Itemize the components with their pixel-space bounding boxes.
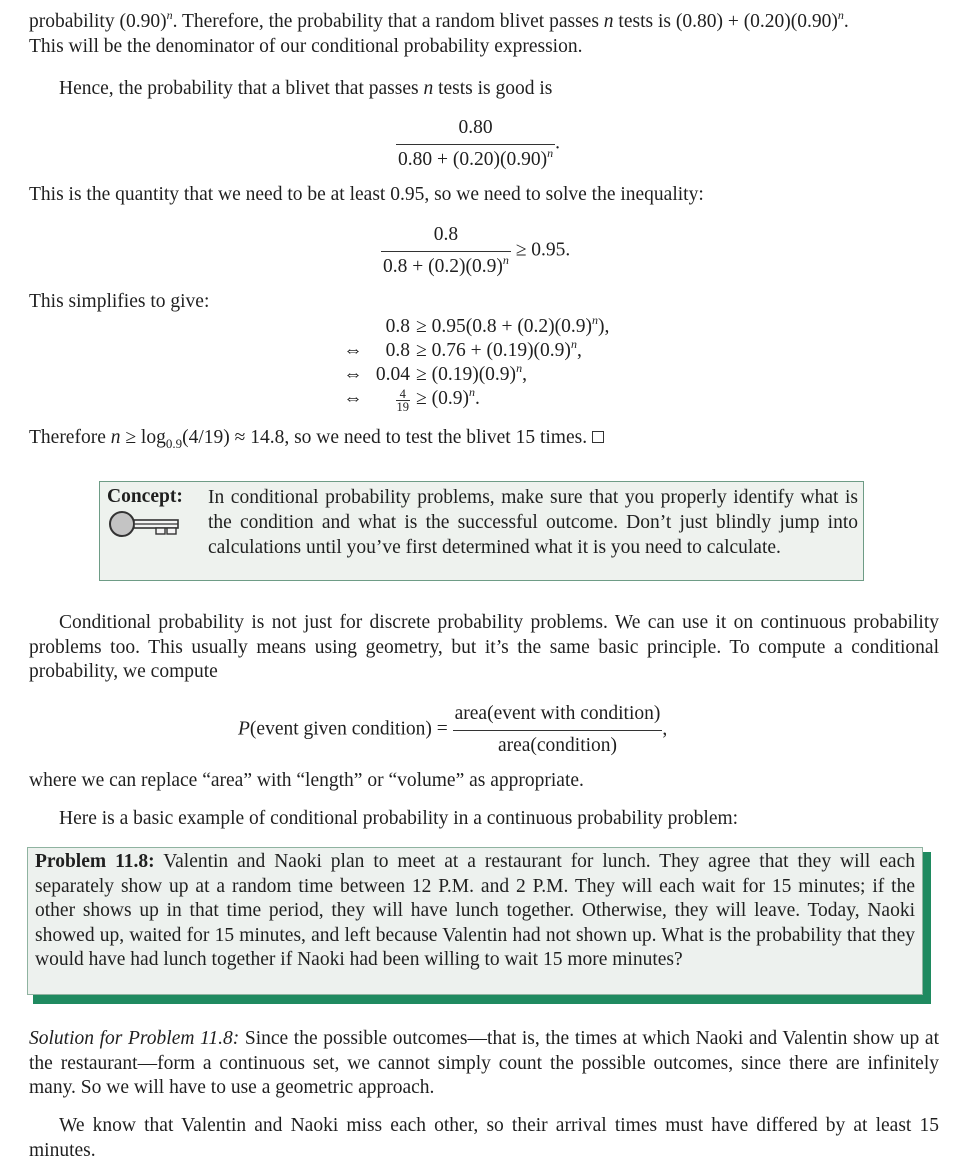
exponent-n: n [516,361,523,375]
iff-icon: ⇔ [343,388,363,409]
exponent-n: n [166,8,173,22]
fraction [396,116,555,172]
text-run: 0.80 + (0.20)(0.90) [398,148,548,170]
paragraph-inequality-intro: This is the quantity that we need to be at least 0.95, so we need to solve the inequality: [29,184,704,205]
text-run: This will be the denominator of our conditional probability expression. [29,35,583,57]
derivation-rhs [416,387,480,411]
text-run: . Therefore, the probability that a random blivet passes [172,11,604,32]
iff-icon: ⇔ [343,364,363,385]
text-run: 0.8 + (0.2)(0.9) [383,255,503,277]
text-run: Hence, the probability that a blivet that passes [59,78,424,99]
fraction-numerator: 0.8 [381,223,511,252]
inequality-rhs: ≥ 0.95. [515,239,571,261]
paragraph-replace-area: where we can replace “area” with “length” or “volume” as appropriate. [29,770,584,791]
comma: , [662,718,668,740]
text-run: ≥ 0.76 + (0.19)(0.9) [416,340,571,361]
problem-text: Valentin and Naoki plan to meet at a restaurant for lunch. They agree that they will each separately show up at a random time between 12 P.M. and 2 P.M. They will each wait for 15 minutes; if the other shows up in that time period, they will have lunch together. Otherwise, they will leave. Today, Naoki showed up, waited for 15 minutes, and left because Valentin had not shown up. What is the probability that they would have had lunch together if Naoki had been willing to wait 15 more minutes? [35,851,915,971]
fraction [453,702,663,758]
solution-label: Solution for Problem 11.8: [29,1028,240,1049]
fraction-4-over-19 [396,388,411,413]
exponent-n: n [837,8,844,22]
problem-label: Problem 11.8: [35,851,155,872]
text-run: ≥ 0.95(0.8 + (0.2)(0.9) [416,316,593,337]
exponent-n: n [502,252,509,267]
derivation-lhs [330,387,410,413]
problem-box [27,847,923,995]
derivation-block [330,313,730,414]
equation-inequality [381,223,570,279]
variable-n: n [110,427,121,448]
text-run: ≥ (0.9) [416,388,469,409]
derivation-row [330,363,730,387]
text-run: , [522,364,527,385]
exponent-n: n [570,337,577,351]
equation-good-blivet-probability [396,116,560,172]
text-run: , [576,340,582,361]
paragraph-basic-example: Here is a basic example of conditional probability in a continuous probability problem: [59,808,739,829]
equation-area-ratio [238,702,667,758]
paragraph-hence [29,77,939,102]
variable-n: n [423,78,434,99]
derivation-lhs: 0.04 [375,364,410,385]
fraction-denominator [381,252,511,280]
fraction [381,223,511,279]
fraction-denominator [396,145,555,173]
text-run: ≥ log [120,427,166,448]
derivation-row [330,339,730,363]
text-run: tests is (0.80) + (0.20)(0.90) [613,11,838,32]
derivation-rhs [416,363,527,387]
paragraph-probability-denominator [29,10,939,59]
qed-square-icon [592,431,604,443]
derivation-lhs: 0.8 [385,316,410,337]
fraction-numerator: 0.80 [396,116,555,145]
period: . [555,132,560,154]
paragraph-conclusion [29,426,939,451]
fraction-denominator: area(condition) [497,734,618,756]
derivation-rhs [416,315,609,339]
variable-p: P [238,718,250,740]
exponent-n: n [547,145,554,160]
derivation-lhs: 0.8 [385,340,410,361]
paragraph-solution [29,1027,939,1101]
derivation-row [330,385,730,414]
exponent-n: n [468,385,475,399]
equation-lhs: (event given condition) = [249,718,448,740]
text-run: Therefore [29,427,111,448]
variable-n: n [603,11,614,32]
key-icon [108,510,182,540]
iff-icon: ⇔ [343,340,363,361]
concept-label: Concept: [107,486,183,507]
text-run: ≥ (0.19)(0.9) [416,364,517,385]
fraction-numerator: 4 [396,388,411,401]
text-run: ), [598,316,610,337]
text-run: . [474,388,480,409]
paragraph-simplifies: This simplifies to give: [29,291,210,312]
solution-text: Since the possible outcomes—that is, the times at which Naoki and Valentin show up at the restaurant—form a continuous set, we cannot simply count the possible outcomes, since there are infinitely many. So we will have to use a geometric approach. [29,1028,939,1098]
derivation-row [330,315,730,339]
problem-content [35,850,915,973]
fraction-numerator: area(event with condition) [453,702,663,731]
text-run: probability (0.90) [29,11,167,32]
text-run: (4/19) ≈ 14.8, so we need to test the blivet 15 times. [182,427,588,448]
derivation-rhs [416,339,582,363]
concept-box [99,481,864,581]
concept-text: In conditional probability problems, make sure that you properly identify what is the condition and what is the successful outcome. Don’t just blindly jump into calculations until you’ve first determined what it is you need to calculate. [208,487,858,558]
paragraph-miss-each-other: We know that Valentin and Naoki miss each other, so their arrival times must have differed by at least 15 minutes. [29,1115,939,1161]
paragraph-continuous: Conditional probability is not just for discrete probability problems. We can use it on continuous probability problems too. This usually means using geometry, but it’s the same basic principle. To compute a conditional probability, we compute [29,612,939,682]
fraction-denominator: 19 [396,400,409,414]
log-base: 0.9 [165,436,183,451]
exponent-n: n [592,313,599,327]
text-run: . [843,11,849,32]
text-run: tests is good is [433,78,553,99]
